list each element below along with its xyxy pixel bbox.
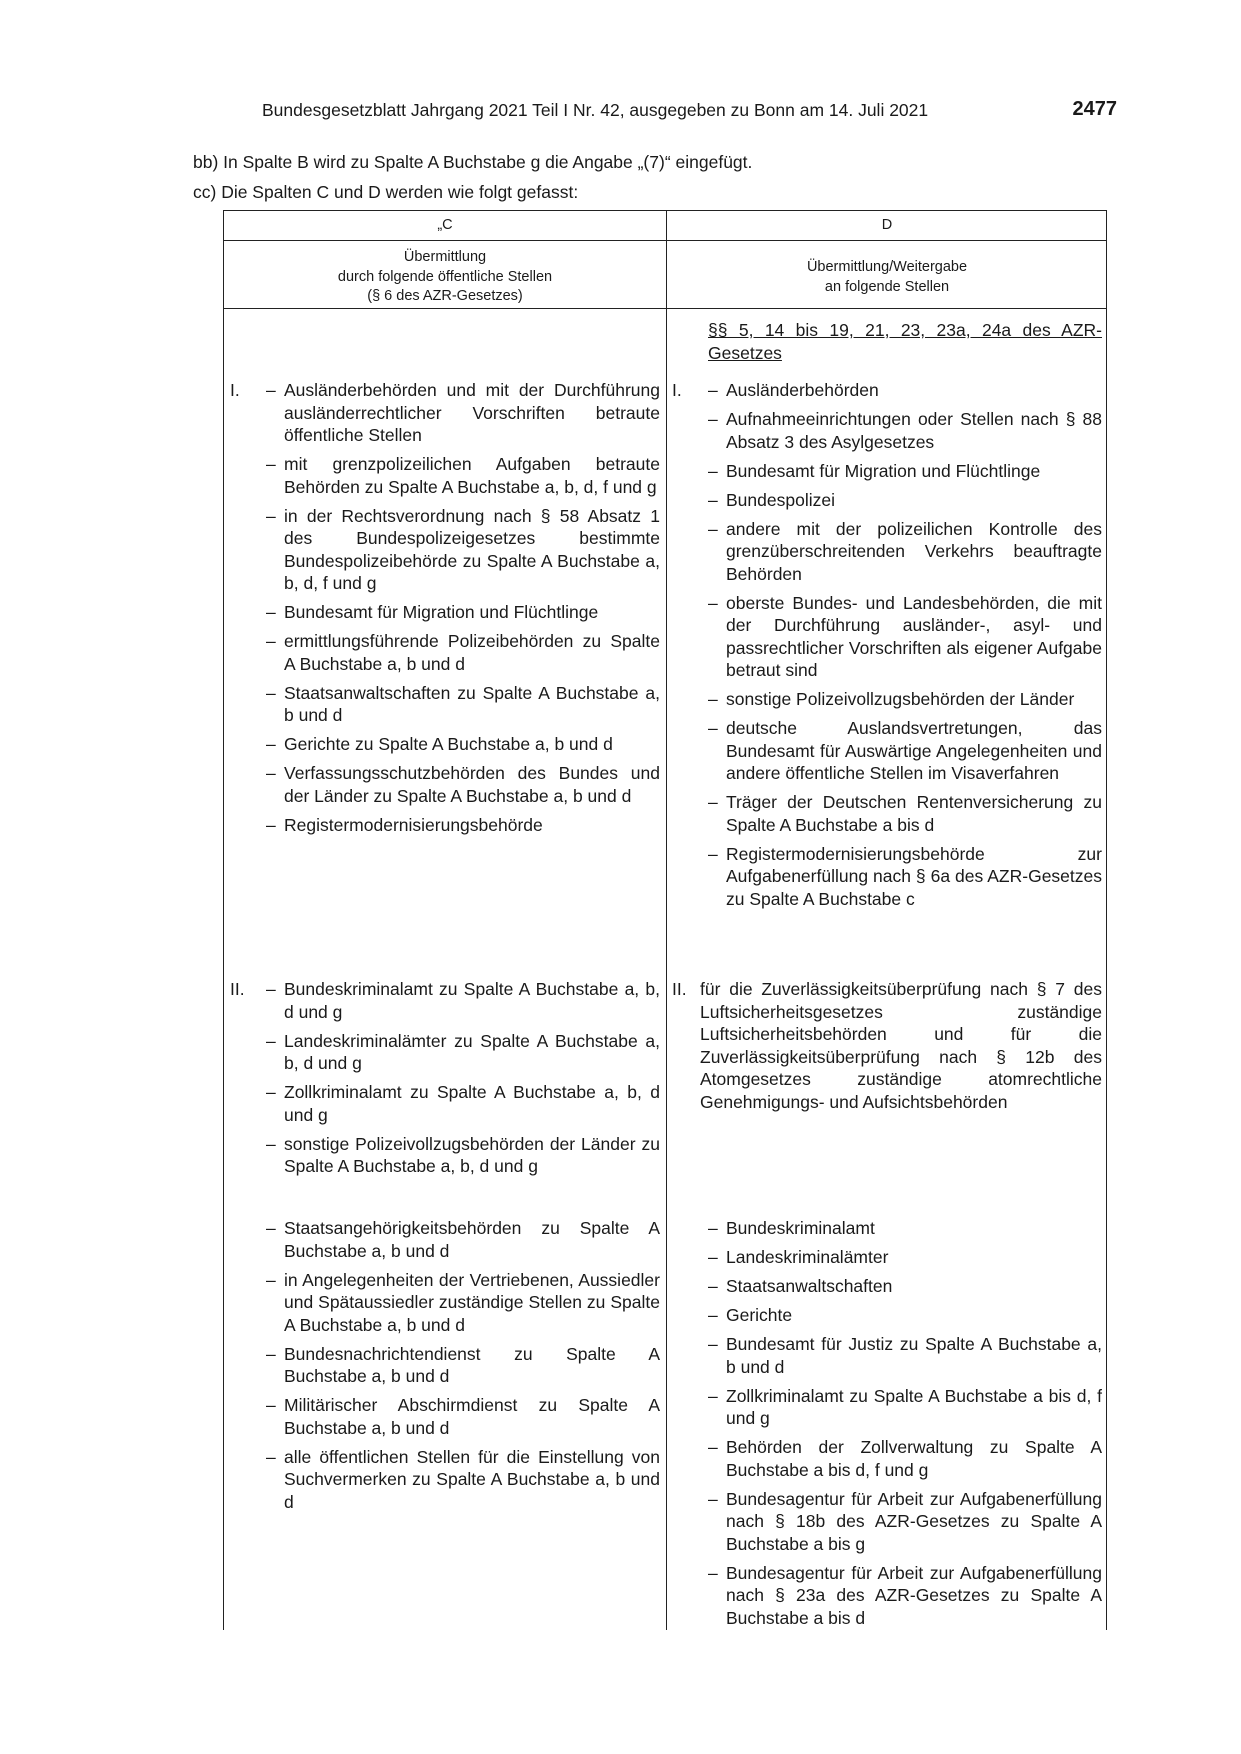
amendment-table [223,210,1107,1630]
column-d-letter: D [881,217,893,233]
list-item: – Bundesnachrichtendienst zu Spalte A Buchstabe a, b und d [266,1343,660,1388]
section-2-numeral-d: II. [672,979,687,999]
list-item: – sonstige Polizeivollzugsbehörden der Länder [708,688,1102,711]
legal-basis-text: §§ 5, 14 bis 19, 21, 23, 23a, 24a des AZR-Gesetzes [708,320,1102,363]
list-item: – Bundesamt für Migration und Flüchtlinge [266,601,660,624]
list-item: – mit grenzpolizeilichen Aufgaben betraute Behörden zu Spalte A Buchstabe a, b, d, f und g [266,453,660,498]
row-divider [224,308,1106,309]
section-2-column-c-a [266,978,660,1184]
legal-basis [708,319,1102,364]
section-2-d-list-b [708,1217,1102,1629]
list-item: – Behörden der Zollverwaltung zu Spalte A Buchstabe a bis d, f und g [708,1436,1102,1481]
list-item: – Registermodernisierungsbehörde zur Aufgabenerfüllung nach § 6a des AZR-Gesetzes zu Spalte A Buchstabe c [708,843,1102,911]
list-item: – Bundesagentur für Arbeit zur Aufgabenerfüllung nach § 23a des AZR-Gesetzes zu Spalte A Buchstabe a bis d [708,1562,1102,1630]
column-d-heading [666,258,1108,297]
row-divider [224,240,1106,241]
section-2-d-paragraph: für die Zuverlässigkeitsüberprüfung nach § 7 des Luftsicherheitsgesetzes zuständige Luftsicherheitsbehörden und für die Zuverlässigkeitsüberprüfung nach § 12b des Atomgesetzes zuständige atomrechtliche Genehmigungs- und Aufsichtsbehörden [700,979,1102,1112]
column-d-heading-line: Übermittlung/Weitergabe [806,259,968,275]
section-1-column-d [708,379,1102,917]
column-divider [666,211,667,1630]
section-1-numeral-c: I. [230,380,240,400]
list-item: – Träger der Deutschen Rentenversicherung zu Spalte A Buchstabe a bis d [708,791,1102,836]
list-item: – Staatsanwaltschaften zu Spalte A Buchstabe a, b und d [266,682,660,727]
list-item: – Bundeskriminalamt zu Spalte A Buchstabe a, b, d und g [266,978,660,1023]
list-item: – Staatsanwaltschaften [708,1275,1102,1298]
list-item: – Zollkriminalamt zu Spalte A Buchstabe a, b, d und g [266,1081,660,1126]
list-item: – in der Rechtsverordnung nach § 58 Absatz 1 des Bundespolizeigesetzes bestimmte Bundespolizeibehörde zu Spalte A Buchstabe a, b, d, f und g [266,505,660,595]
section-2-column-d-b [708,1217,1102,1636]
list-item: – Aufnahmeeinrichtungen oder Stellen nach § 88 Absatz 3 des Asylgesetzes [708,408,1102,453]
list-item: – Verfassungsschutzbehörden des Bundes und der Länder zu Spalte A Buchstabe a, b und d [266,762,660,807]
section-2-c-list-b [266,1217,660,1513]
header-title: Bundesgesetzblatt Jahrgang 2021 Teil I Nr. 42, ausgegeben zu Bonn am 14. Juli 2021 [262,100,929,120]
list-item: – Landeskriminalämter [708,1246,1102,1269]
list-item: – Ausländerbehörden und mit der Durchführung ausländerrechtlicher Vorschriften betraute öffentliche Stellen [266,379,660,447]
list-item: – oberste Bundes- und Landesbehörden, die mit der Durchführung ausländer-, asyl- und passrechtlicher Vorschriften als eigener Aufgabe betraut sind [708,592,1102,682]
list-item: – Bundeskriminalamt [708,1217,1102,1240]
list-item: – Staatsangehörigkeitsbehörden zu Spalte A Buchstabe a, b und d [266,1217,660,1262]
list-item: – Registermodernisierungsbehörde [266,814,660,837]
list-item: – Ausländerbehörden [708,379,1102,402]
list-item: – in Angelegenheiten der Vertriebenen, Aussiedler und Spätaussiedler zuständige Stellen zu Spalte A Buchstabe a, b und d [266,1269,660,1337]
column-c-heading-line: (§ 6 des AZR-Gesetzes) [367,288,523,304]
list-item: – sonstige Polizeivollzugsbehörden der Länder zu Spalte A Buchstabe a, b, d und g [266,1133,660,1178]
section-1-c-list [266,379,660,836]
list-item: – Militärischer Abschirmdienst zu Spalte A Buchstabe a, b und d [266,1394,660,1439]
list-item: – Zollkriminalamt zu Spalte A Buchstabe a bis d, f und g [708,1385,1102,1430]
column-c-heading-line: Übermittlung [403,249,487,265]
column-c-heading [224,248,666,307]
list-item: – Bundesamt für Justiz zu Spalte A Buchstabe a, b und d [708,1333,1102,1378]
list-item: – Bundespolizei [708,489,1102,512]
intro-bb: bb) In Spalte B wird zu Spalte A Buchstabe g die Angabe „(7)“ eingefügt. [193,152,753,172]
column-c-heading-line: durch folgende öffentliche Stellen [337,268,553,285]
section-1-numeral-d: I. [672,380,682,400]
list-item: – alle öffentlichen Stellen für die Einstellung von Suchvermerken zu Spalte A Buchstabe a, b und d [266,1446,660,1514]
section-2-column-c-b [266,1217,660,1520]
list-item: – Landeskriminalämter zu Spalte A Buchstabe a, b, d und g [266,1030,660,1075]
list-item: – Bundesagentur für Arbeit zur Aufgabenerfüllung nach § 18b des AZR-Gesetzes zu Spalte A Buchstabe a bis g [708,1488,1102,1556]
list-item: – andere mit der polizeilichen Kontrolle des grenzüberschreitenden Verkehrs beauftragte Behörden [708,518,1102,586]
section-2-column-d-para [700,978,1102,1113]
page-number: 2477 [1072,98,1117,120]
list-item: – Bundesamt für Migration und Flüchtlinge [708,460,1102,483]
list-item: – ermittlungsführende Polizeibehörden zu Spalte A Buchstabe a, b und d [266,630,660,675]
list-item: – Gerichte zu Spalte A Buchstabe a, b und d [266,733,660,756]
intro-cc: cc) Die Spalten C und D werden wie folgt gefasst: [193,182,579,202]
section-2-numeral-c: II. [230,979,245,999]
section-1-d-list [708,379,1102,910]
column-d-heading-line: an folgende Stellen [824,278,950,295]
section-2-c-list-a [266,978,660,1178]
list-item: – deutsche Auslandsvertretungen, das Bundesamt für Auswärtige Angelegenheiten und andere öffentliche Stellen im Visaverfahren [708,717,1102,785]
section-1-column-c [266,379,660,843]
list-item: – Gerichte [708,1304,1102,1327]
column-c-letter: „C [437,217,453,233]
